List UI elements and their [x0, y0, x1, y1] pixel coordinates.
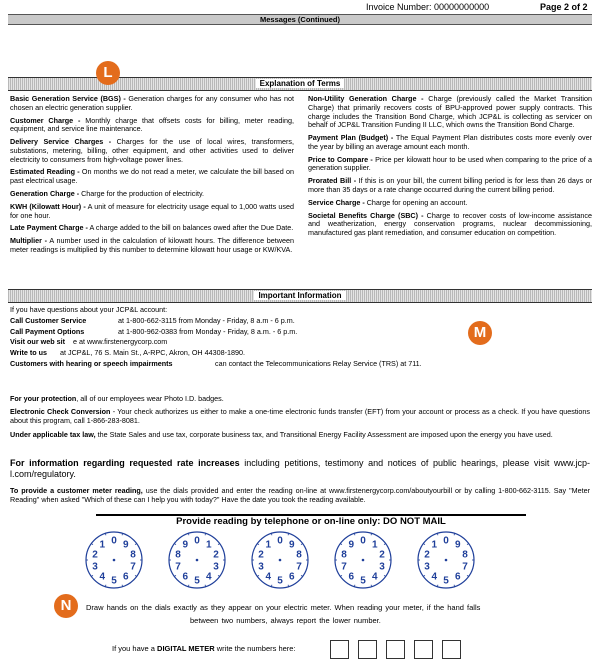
- dial-number: 9: [454, 539, 461, 551]
- dial-instruction-1: Draw hands on the dials exactly as they appear on your electric meter. When reading your meter, if the hand falls: [86, 603, 481, 612]
- dial-number: 9: [348, 539, 355, 551]
- dial-number: 8: [462, 549, 468, 561]
- meter-dial-3[interactable]: [250, 530, 310, 590]
- digital-meter-label: If you have a DIGITAL METER write the numbers here:: [112, 644, 296, 653]
- term-price-to-compare: Price to Compare - Price per kilowatt hour to be used when comparing to the price of a generation supplier.: [308, 154, 592, 173]
- dial-number: 6: [288, 571, 295, 583]
- contact-info: [10, 306, 590, 371]
- dial-number: 3: [424, 561, 430, 573]
- rate-increase-note: For information regarding requested rate increases including petitions, testimony and notices of public hearings, please visit www.jcp-l.com/regulatory.: [10, 458, 591, 479]
- dial-number: 2: [379, 549, 385, 561]
- dial-number: 9: [182, 539, 189, 551]
- dial-number: 4: [205, 571, 212, 583]
- badge-l: L: [96, 61, 120, 85]
- term-service-charge: Service Charge - Charge for opening an account.: [308, 197, 468, 207]
- dial-number: 6: [122, 571, 129, 583]
- dial-number: 2: [92, 549, 98, 561]
- contact-website: Visit our web sit e at www.firstenergycorp.com: [10, 337, 168, 347]
- dial-number: 6: [182, 571, 189, 583]
- contact-payment-options: Call Payment Options at 1-800-962-0383 from Monday - Friday, 8 a.m. - 6 p.m.: [10, 326, 298, 336]
- dial-number: 8: [175, 549, 181, 561]
- invoice-number: Invoice Number: 00000000000: [366, 2, 490, 12]
- tax-note: Under applicable tax law, the State Sales and use tax, corporate business tax, and Transitional Energy Facility Assessment are imposed upon the energy you have used.: [10, 430, 553, 439]
- dial-number: 4: [265, 571, 272, 583]
- dial-number: 0: [277, 535, 283, 547]
- dial-number: 9: [288, 539, 295, 551]
- digital-digit-box-4[interactable]: [414, 640, 433, 659]
- term-bgs: Basic Generation Service (BGS) - Generation charges for any consumer who has not chosen an electric generation supplier.: [10, 94, 294, 112]
- dial-number: 8: [130, 549, 136, 561]
- dial-number: 6: [454, 571, 461, 583]
- terms-left-column: [10, 95, 294, 259]
- badge-m: M: [468, 321, 492, 345]
- dial-number: 5: [111, 575, 117, 587]
- dial-number: 3: [92, 561, 98, 573]
- dial-number: 1: [431, 539, 438, 551]
- term-non-utility-generation: Non-Utility Generation Charge - Charge (previously called the Market Transition Charge) that primarily recovers costs of BPU-approved power supply contracts. This charge includes the Transition Bond Charge, which JCP&L is collecting as servicer on behalf of JCP&L Transition Funding II LLC, which owns the Transition Bond Charge.: [308, 94, 592, 130]
- dial-number: 7: [130, 561, 136, 573]
- dial-number: 1: [265, 539, 272, 551]
- dial-hub: [196, 559, 199, 562]
- dial-number: 5: [194, 575, 200, 587]
- dial-number: 7: [462, 561, 468, 573]
- dial-number: 1: [371, 539, 378, 551]
- digital-digit-box-1[interactable]: [330, 640, 349, 659]
- dial-hub: [113, 559, 116, 562]
- contact-customer-service: Call Customer Service at 1-800-662-3115 from Monday - Friday, 8 a.m - 6 p.m.: [10, 315, 295, 325]
- meter-dial-5[interactable]: [416, 530, 476, 590]
- do-not-mail-title: Provide reading by telephone or on-line only: DO NOT MAIL: [96, 514, 526, 527]
- dial-face: [167, 530, 227, 590]
- digital-digit-box-2[interactable]: [358, 640, 377, 659]
- term-estimated-reading: Estimated Reading - On months we do not read a meter, we calculate the bill based on past electrical usage.: [10, 167, 294, 186]
- messages-continued-bar: Messages (Continued): [8, 14, 592, 25]
- dial-instruction-2: between two numbers, always report the lower number.: [190, 616, 381, 625]
- term-late-payment: Late Payment Charge - A charge added to the bill on balances owed after the Due Date.: [10, 223, 294, 233]
- dial-number: 7: [341, 561, 347, 573]
- badge-n: N: [54, 594, 78, 618]
- dial-face: [84, 530, 144, 590]
- contact-trs: Customers with hearing or speech impairments can contact the Telecommunications Relay Service (TRS) at 711.: [10, 358, 422, 368]
- dial-number: 1: [205, 539, 212, 551]
- dial-face: [250, 530, 310, 590]
- dial-number: 7: [175, 561, 181, 573]
- dial-number: 2: [424, 549, 430, 561]
- meter-reading-note: To provide a customer meter reading, use the dials provided and enter the reading on-line at www.firstenergycorp.com/aboutyourbill or by calling 1-800-662-3115. Say "Meter Reading" when asked "Which of these can I help you with today?" Have the date you took the reading available.: [10, 486, 590, 504]
- meter-dial-2[interactable]: [167, 530, 227, 590]
- dial-number: 8: [296, 549, 302, 561]
- digital-digit-box-5[interactable]: [442, 640, 461, 659]
- dial-number: 6: [348, 571, 355, 583]
- dial-number: 2: [258, 549, 264, 561]
- term-customer-charge: Customer Charge - Monthly charge that offsets costs for billing, meter reading, equipment, and service line maintenance.: [10, 115, 294, 134]
- dial-number: 5: [360, 575, 366, 587]
- dial-number: 0: [360, 535, 366, 547]
- dial-number: 1: [99, 539, 106, 551]
- electronic-check-note: Electronic Check Conversion - Your check authorizes us either to make a one-time electronic funds transfer (EFT) from your account or process as a check. If you have questions about this program, call 1-866-283-8081.: [10, 407, 591, 425]
- dial-hub: [362, 559, 365, 562]
- dial-number: 0: [111, 535, 117, 547]
- term-prorated-bill: Prorated Bill - If this is on your bill, the current billing period is for less than 26 days or more than 35 days or a rate change occurred during the current billing period.: [308, 176, 592, 195]
- dial-number: 8: [341, 549, 347, 561]
- dial-number: 4: [371, 571, 378, 583]
- dial-number: 5: [277, 575, 283, 587]
- term-sbc: Societal Benefits Charge (SBC) - Charge to recover costs of low-income assistance and weatherization, energy conservation programs, nuclear decommissioning, manufactured gas plant remediation, and consumer education on competition.: [308, 210, 592, 238]
- dial-number: 4: [99, 571, 106, 583]
- meter-dial-1[interactable]: [84, 530, 144, 590]
- term-generation-charge: Generation Charge - Charge for the production of electricity.: [10, 189, 205, 199]
- terms-right-column: [308, 95, 592, 242]
- dial-number: 3: [213, 561, 219, 573]
- meter-dial-4[interactable]: [333, 530, 393, 590]
- explanation-title: Explanation of Terms: [256, 79, 345, 88]
- dial-number: 0: [194, 535, 200, 547]
- digital-digit-box-3[interactable]: [386, 640, 405, 659]
- contact-intro: If you have questions about your JCP&L account:: [10, 305, 168, 314]
- important-information-bar: [8, 289, 592, 303]
- dial-number: 3: [379, 561, 385, 573]
- dial-number: 7: [296, 561, 302, 573]
- dial-number: 2: [213, 549, 219, 561]
- protection-note: For your protection, all of our employees wear Photo I.D. badges.: [10, 394, 224, 403]
- dial-number: 5: [443, 575, 449, 587]
- dial-hub: [279, 559, 282, 562]
- dial-number: 3: [258, 561, 264, 573]
- dial-hub: [445, 559, 448, 562]
- dial-number: 0: [443, 535, 449, 547]
- dial-number: 9: [122, 539, 129, 551]
- term-kwh: KWH (Kilowatt Hour) - A unit of measure for electricity usage equal to 1,000 watts used for one hour.: [10, 201, 294, 220]
- term-payment-plan: Payment Plan (Budget) - The Equal Payment Plan distributes costs more evenly over the year by billing an average amount each month.: [308, 133, 592, 151]
- term-delivery-service: Delivery Service Charges - Charges for the use of local wires, transformers, substations, metering, billing, other equipment, and other activities used to deliver electricity to consumers from high-voltage power lines.: [10, 137, 294, 164]
- contact-mail: Write to us at JCP&L, 76 S. Main St., A-RPC, Akron, OH 44308-1890.: [10, 348, 245, 358]
- dial-number: 4: [431, 571, 438, 583]
- term-multiplier: Multiplier - A number used in the calculation of kilowatt hours. The difference between meter readings is multiplied by this number to determine kilowatt hour usage or KW/KVA.: [10, 236, 294, 254]
- page-header: [0, 2, 600, 14]
- important-title: Important Information: [254, 291, 345, 300]
- dial-face: [333, 530, 393, 590]
- explanation-of-terms-bar: [8, 77, 592, 91]
- dial-face: [416, 530, 476, 590]
- page-number: Page 2 of 2: [540, 2, 588, 12]
